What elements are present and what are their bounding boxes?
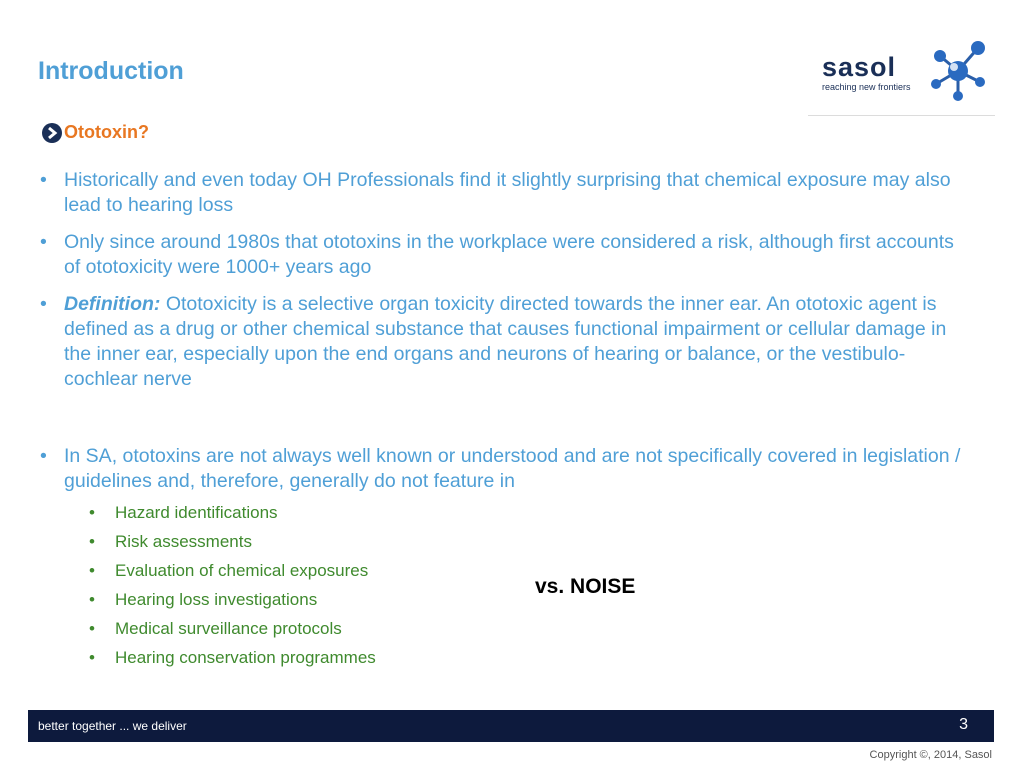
- bullet-marker: •: [89, 619, 95, 638]
- bullet-marker: •: [89, 590, 95, 609]
- sub-bullet-text: Hazard identifications: [115, 503, 278, 522]
- bullet-text: In SA, ototoxins are not always well known or understood and are not specifically covered in legislation / guidelines and, therefore, generally do not feature in: [64, 445, 961, 492]
- bullet-item: [40, 230, 975, 280]
- sub-bullet-item: [40, 585, 975, 614]
- copyright-notice: Copyright ©, 2014, Sasol: [869, 749, 992, 761]
- bullet-marker: •: [89, 503, 95, 522]
- bullet-item: [40, 168, 975, 218]
- bullet-marker: •: [89, 561, 95, 580]
- bullet-marker: •: [89, 532, 95, 551]
- callout-text: vs. NOISE: [535, 575, 636, 598]
- bullet-text: Only since around 1980s that ototoxins in the workplace were considered a risk, although first accounts of ototoxicity were 1000+ years ago: [64, 231, 954, 278]
- sub-bullet-text: Risk assessments: [115, 532, 252, 551]
- bullet-marker: •: [40, 445, 47, 467]
- sub-bullet-text: Hearing conservation programmes: [115, 648, 376, 667]
- sub-bullet-item: [40, 614, 975, 643]
- sub-bullet-text: Medical surveillance protocols: [115, 619, 342, 638]
- bullet-marker: •: [40, 169, 47, 191]
- chevron-right-icon: [42, 123, 62, 143]
- bullet-marker: •: [40, 293, 47, 315]
- sub-bullet-text: Hearing loss investigations: [115, 590, 318, 609]
- logo-tagline: reaching new frontiers: [822, 82, 911, 92]
- bullet-text: Historically and even today OH Professionals find it slightly surprising that chemical exposure may also lead to hearing loss: [64, 169, 951, 216]
- sub-bullet-item: [40, 527, 975, 556]
- bullet-text: Ototoxicity is a selective organ toxicity directed towards the inner ear. An ototoxic agent is defined as a drug or other chemical substance that causes functional impairment or cellular damage in the inner ear, especially upon the end organs and neurons of hearing or balance, or the vestibulo-cochlear nerve: [64, 293, 947, 390]
- subheading-text: Ototoxin?: [64, 122, 149, 142]
- molecule-icon: [926, 38, 990, 102]
- definition-label: Definition:: [64, 293, 161, 315]
- slide-title: Introduction: [38, 57, 184, 85]
- subheading: [42, 122, 149, 143]
- bullet-marker: •: [40, 231, 47, 253]
- bullet-item: [40, 444, 975, 494]
- sasol-logo: [818, 40, 988, 106]
- sub-bullet-text: Evaluation of chemical exposures: [115, 561, 369, 580]
- sub-bullet-item: [40, 643, 975, 672]
- sub-bullet-item: [40, 556, 975, 585]
- footer-tagline: better together ... we deliver: [38, 719, 187, 733]
- bullet-marker: •: [89, 648, 95, 667]
- bullet-item: [40, 292, 975, 392]
- logo-wordmark: sasol: [822, 52, 897, 82]
- page-number: 3: [959, 716, 968, 733]
- bullet-list: [40, 168, 975, 672]
- footer-bar: [28, 710, 994, 742]
- logo-divider: [808, 115, 995, 116]
- sub-bullet-item: [40, 498, 975, 527]
